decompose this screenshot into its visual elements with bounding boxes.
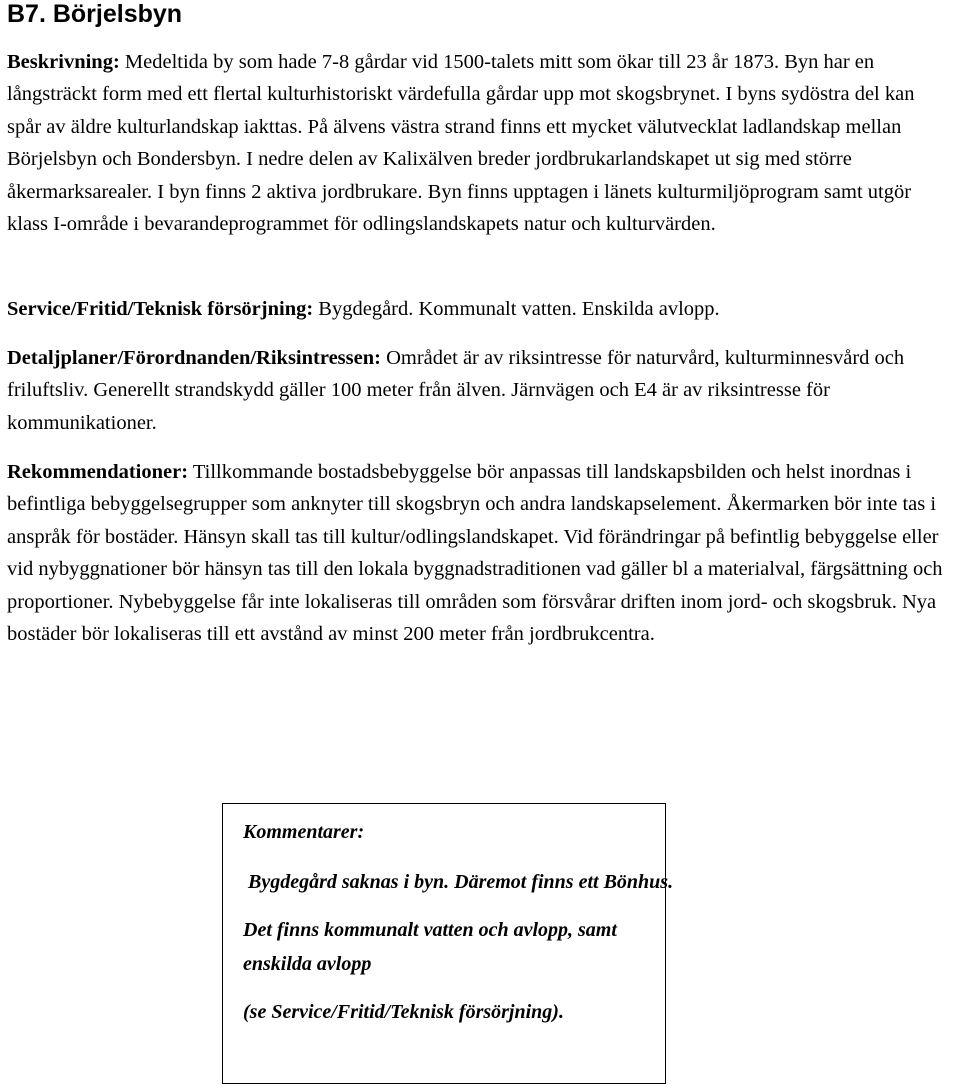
comment-line-1: Bygdegård saknas i byn. Däremot finns ett Bönhus. [248,871,674,893]
plans-text: Området är av riksintresse för naturvård, kulturminnesvård och friluftsliv. Generellt strandskydd gäller 100 meter från älven. Järnvägen och E4 är av riksintresse för kommunikationer. [7,347,905,434]
recommendations-label: Rekommendationer: [7,461,189,483]
description-paragraph [7,46,952,240]
comments-heading: Kommentarer: [243,821,365,843]
service-label: Service/Fritid/Teknisk försörjning: [7,298,314,320]
recommendations-text: Tillkommande bostadsbebyggelse bör anpassas till landskapsbilden och helst inordnas i befintliga bebyggelsegrupper som anknyter till skogsbryn och andra landskapselement. Åkermarken bör inte tas i anspråk för bostäder. Hänsyn skall tas till kultur/odlingslandskapet. Vid förändringar på befintlig bebyggelse eller vid nybyggnationer bör hänsyn tas till den lokala byggnadstraditionen vad gäller bl a materialval, färgsättning och proportioner. Nybebyggelse får inte lokaliseras till områden som försvårar driften inom jord- och skogsbruk. Nya bostäder bör lokaliseras till ett avstånd av minst 200 meter från jordbrukcentra. [7,461,943,646]
service-paragraph [7,293,952,325]
plans-label: Detaljplaner/Förordnanden/Riksintressen: [7,347,381,369]
comments-box [222,803,674,1084]
plans-paragraph [7,342,952,439]
description-text: Medeltida by som hade 7-8 gårdar vid 1500-talets mitt som ökar till 23 år 1873. Byn har en långsträckt form med ett flertal kulturhistoriskt värdefulla gårdar upp mot skogsbrynet. I byns sydöstra del kan spår av äldre kulturlandskap iakttas. På älvens västra strand finns ett mycket välutvecklat ladlandskap mellan Börjelsbyn och Bondersbyn. I nedre delen av Kalixälven breder jordbrukarlandskapet ut sig med större åkermarksarealer. I byn finns 2 aktiva jordbrukare. Byn finns upptagen i länets kulturmiljöprogram samt utgör klass I-område i bevarandeprogrammet för odlingslandskapets natur och kulturvärden. [7,51,915,236]
description-label: Beskrivning: [7,51,120,73]
comment-line-3: (se Service/Fritid/Teknisk försörjning). [243,1001,564,1023]
service-text: Bygdegård. Kommunalt vatten. Enskilda avlopp. [313,298,720,320]
comment-line-2b: enskilda avlopp [243,953,372,975]
comment-line-2a: Det finns kommunalt vatten och avlopp, samt [243,919,617,941]
recommendations-paragraph [7,456,952,650]
document-title: B7. Börjelsbyn [7,0,183,28]
document-page [7,0,957,646]
